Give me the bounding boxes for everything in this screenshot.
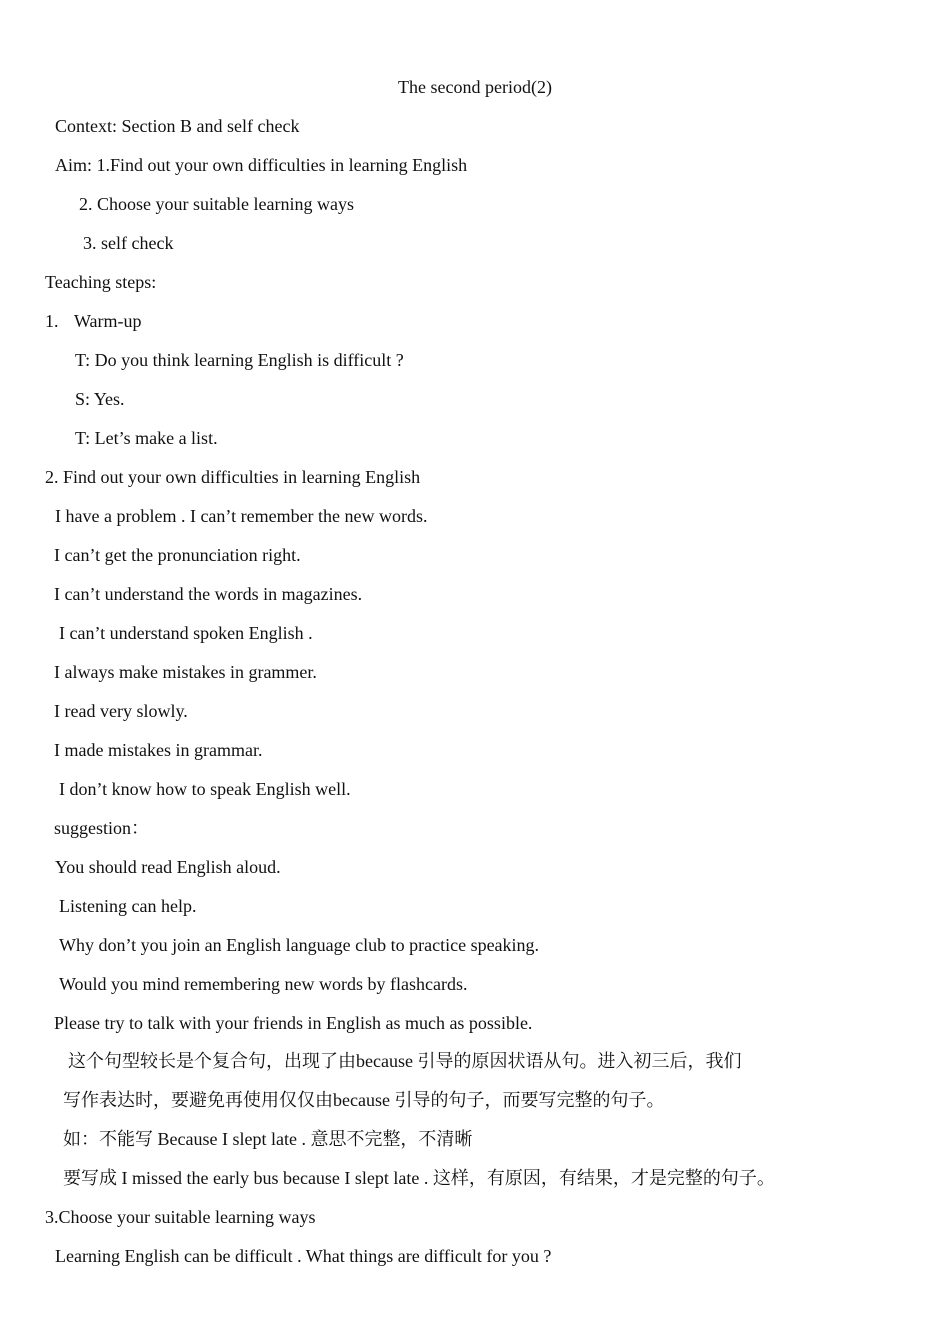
suggestion-item: You should read English aloud. xyxy=(55,857,281,877)
dialogue-line: T: Let’s make a list. xyxy=(75,428,218,448)
step-1-heading xyxy=(45,310,142,332)
problem-item: I read very slowly. xyxy=(54,701,188,721)
aim-line-2: 2. Choose your suitable learning ways xyxy=(79,194,354,214)
grammar-note: 这个句型较长是个复合句，出现了由because 引导的原因状语从句。进入初三后，我们 xyxy=(68,1051,742,1071)
problem-item: I always make mistakes in grammer. xyxy=(54,662,317,682)
dialogue-line: T: Do you think learning English is difficult ? xyxy=(75,350,404,370)
problem-item: I made mistakes in grammar. xyxy=(54,740,263,760)
context-line: Context: Section B and self check xyxy=(55,116,300,136)
aim-line-1: Aim: 1.Find out your own difficulties in learning English xyxy=(55,155,468,175)
suggestion-item: Please try to talk with your friends in English as much as possible. xyxy=(54,1013,533,1033)
problem-item: I can’t get the pronunciation right. xyxy=(54,545,301,565)
aim-line-3: 3. self check xyxy=(83,233,174,253)
problem-item: I can’t understand spoken English . xyxy=(59,623,313,643)
suggestion-item: Would you mind remembering new words by flashcards. xyxy=(59,974,468,994)
problem-item: I have a problem . I can’t remember the new words. xyxy=(55,506,428,526)
step-3-question: Learning English can be difficult . What things are difficult for you ? xyxy=(55,1246,552,1266)
teaching-steps-label: Teaching steps: xyxy=(45,272,157,292)
step-1-label: Warm-up xyxy=(74,311,142,331)
step-1-number: 1. xyxy=(45,311,59,331)
suggestion-item: Listening can help. xyxy=(59,896,197,916)
dialogue-line: S: Yes. xyxy=(75,389,125,409)
suggestion-item: Why don’t you join an English language club to practice speaking. xyxy=(59,935,540,955)
grammar-note: 写作表达时，要避免再使用仅仅由because 引导的句子，而要写完整的句子。 xyxy=(63,1090,665,1110)
page-title: The second period(2) xyxy=(398,77,552,97)
grammar-note: 如：不能写 Because I slept late . 意思不完整，不清晰 xyxy=(63,1129,473,1149)
step-3-heading: 3.Choose your suitable learning ways xyxy=(45,1207,316,1227)
suggestion-label: suggestion： xyxy=(54,818,150,838)
grammar-note: 要写成 I missed the early bus because I slept late . 这样，有原因，有结果，才是完整的句子。 xyxy=(63,1168,775,1188)
problem-item: I can’t understand the words in magazines. xyxy=(54,584,363,604)
problem-item: I don’t know how to speak English well. xyxy=(59,779,351,799)
step-2-heading: 2. Find out your own difficulties in learning English xyxy=(45,467,421,487)
